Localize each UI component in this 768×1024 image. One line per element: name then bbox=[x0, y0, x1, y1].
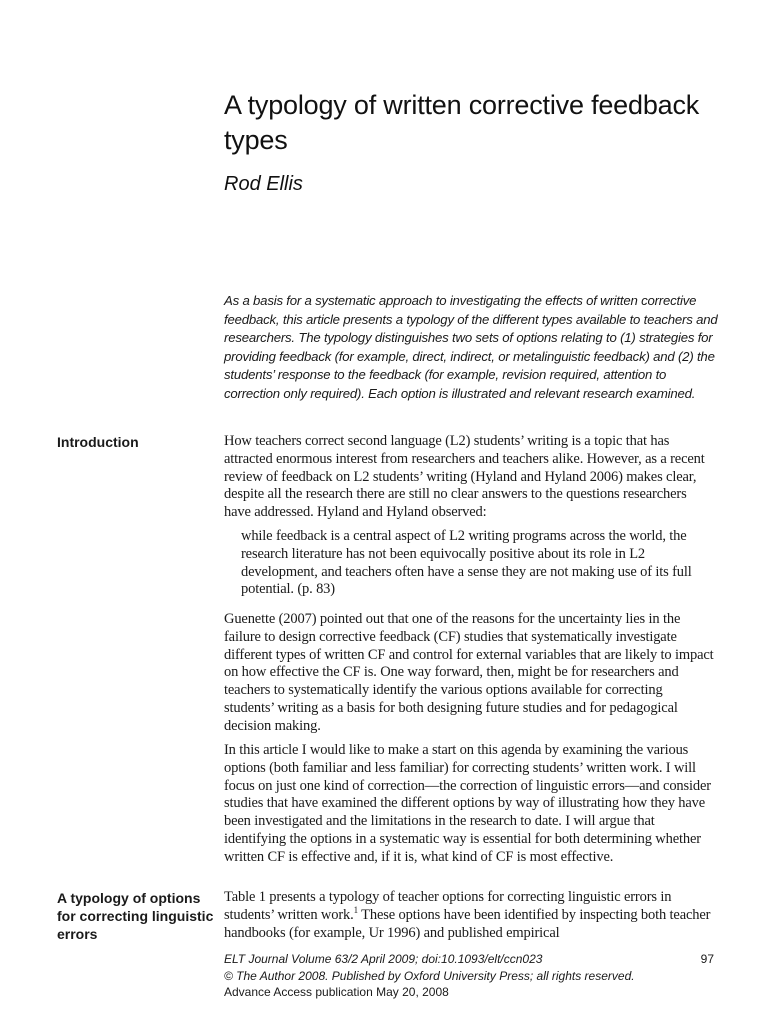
footnote-marker[interactable]: 1 bbox=[353, 904, 358, 915]
page-number: 97 bbox=[700, 952, 714, 966]
typology-text-part-2: These options have been identified by inspecting both teacher handbooks (for example, Ur 1996) and published empirical bbox=[224, 906, 711, 941]
article-author: Rod Ellis bbox=[224, 173, 303, 195]
article-title: A typology of written corrective feedback types bbox=[224, 90, 700, 155]
intro-paragraph-2: Guenette (2007) pointed out that one of the reasons for the uncertainty lies in the failure to design corrective feedback (CF) studies that systematically investigate different types of written CF and control for external variables that are likely to impact on how effective the CF is. One way forward, then, might be for researchers and teachers to systematically identify the various options available for correcting students’ writing as a basis for both designing future studies and for pedagogical decision making. bbox=[224, 611, 714, 734]
typology-paragraph-1 bbox=[224, 889, 714, 942]
intro-paragraph-3: In this article I would like to make a start on this agenda by examining the various options (both familiar and less familiar) for correcting students’ written work. I will focus on just one kind of correction—the correction of linguistic errors—and consider studies that have examined the different options by way of illustrating how they have been investigated and the limitations in the research to date. I will argue that identifying the options in a systematic way is essential for both determining whether written CF is effective and, if it is, what kind of CF is most effective. bbox=[224, 742, 711, 865]
section-heading-typology: A typology of options for correcting linguistic errors bbox=[57, 890, 214, 942]
section-heading-introduction: Introduction bbox=[57, 434, 139, 450]
page-footer bbox=[224, 951, 714, 1001]
journal-citation: ELT Journal Volume 63/2 April 2009; doi:10.1093/elt/ccn023 bbox=[224, 952, 543, 966]
block-quote: while feedback is a central aspect of L2 writing programs across the world, the research literature has not been equivocally positive about its role in L2 development, and teachers often have a sense they are not making use of its full potential. (p. 83) bbox=[241, 528, 692, 598]
intro-paragraph-1: How teachers correct second language (L2) students’ writing is a topic that has attracted enormous interest from researchers and teachers alike. However, as a recent review of feedback on L2 students’ writing (Hyland and Hyland 2006) makes clear, despite all the research there are still no clear answers to the questions researchers have addressed. Hyland and Hyland observed: bbox=[224, 433, 705, 521]
typology-text-part-1: Table 1 presents a typology of teacher options for correcting linguistic errors in students’ written work. bbox=[224, 889, 672, 923]
abstract: As a basis for a systematic approach to investigating the effects of written corrective feedback, this article presents a typology of the different types available to teachers and researchers. The typology distinguishes two sets of options relating to (1) strategies for providing feedback (for example, direct, indirect, or metalinguistic feedback) and (2) the students’ response to the feedback (for example, revision required, attention to correction only required). Each option is illustrated and relevant research examined. bbox=[224, 293, 718, 401]
copyright-notice: © The Author 2008. Published by Oxford University Press; all rights reserved. bbox=[224, 968, 635, 983]
access-date: Advance Access publication May 20, 2008 bbox=[224, 985, 449, 999]
